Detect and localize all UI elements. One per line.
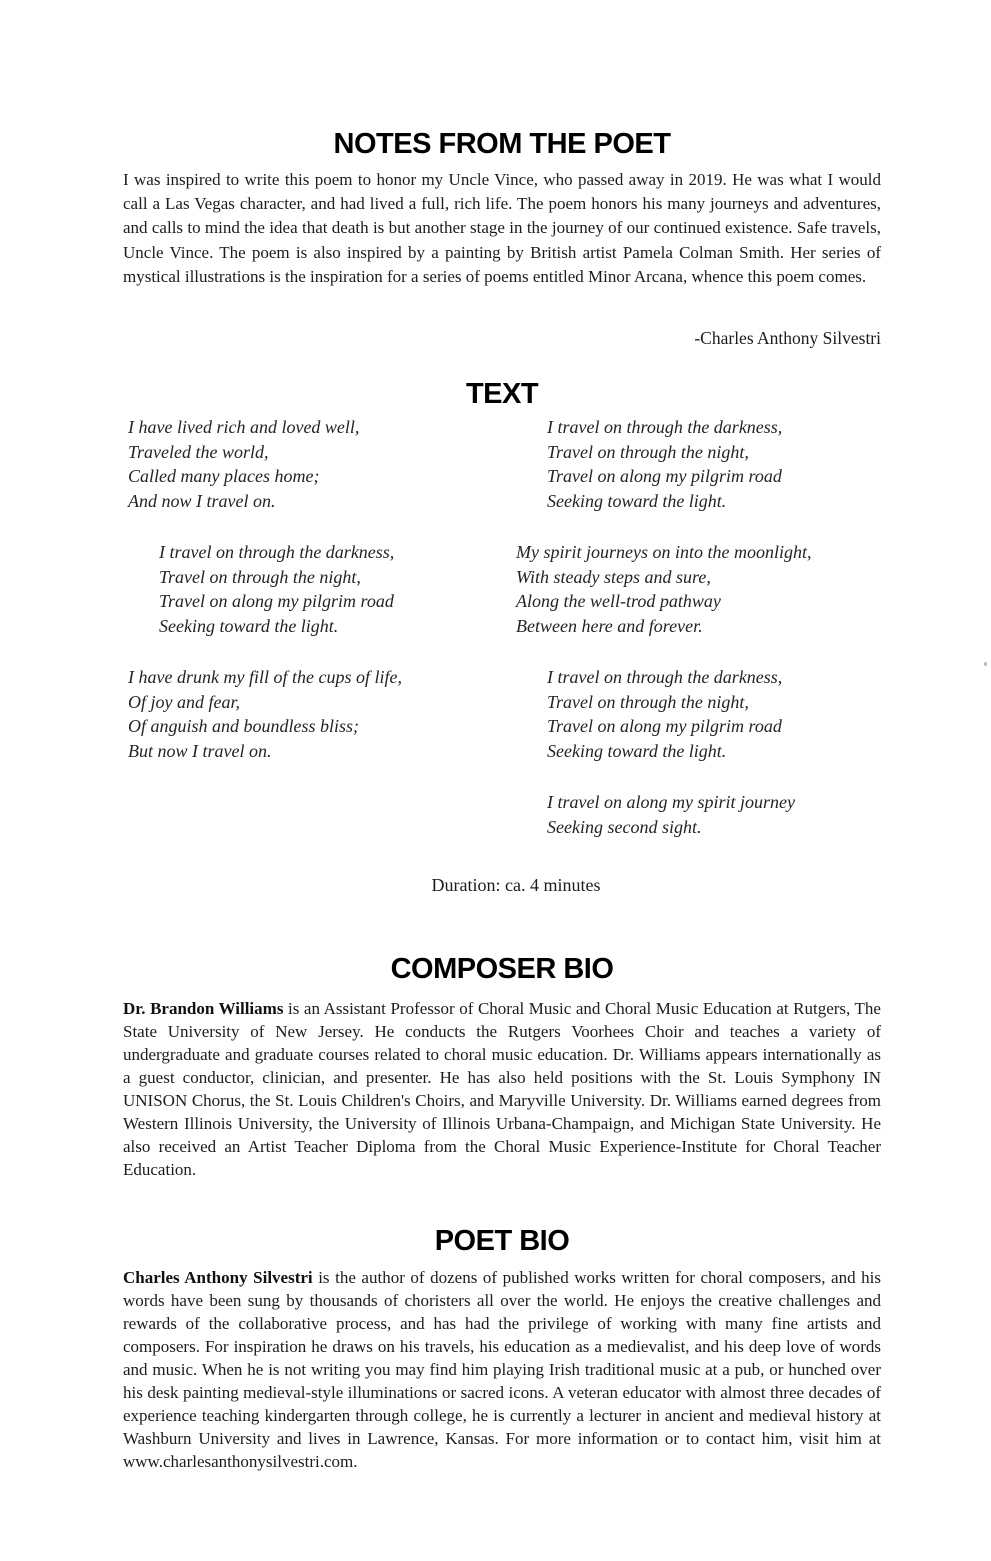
poem-line: Along the well-trod pathway (516, 591, 721, 611)
poem-line: My spirit journeys on into the moonlight, (516, 542, 812, 562)
notes-heading: NOTES FROM THE POET (333, 128, 671, 160)
composer-bio-text: is an Assistant Professor of Choral Music and Choral Music Education at Rutgers, The State University of New Jersey. He conducts the Rutgers Voorhees Choir and teaches a variety of undergraduate and graduate courses related to choral music education. Dr. Williams appears internationally as a guest conductor, clinician, and presenter. He has also held positions with the St. Louis Symphony IN UNISON Chorus, the St. Louis Children's Choirs, and Maryville University. Dr. Williams earned degrees from Western Illinois University, the University of Illinois Urbana-Champaign, and Michigan State University. He also received an Artist Teacher Diploma from the Choral Music Experience-Institute for Choral Teacher Education. (123, 999, 881, 1179)
poem-line: Travel on along my pilgrim road (547, 466, 782, 486)
poem-stanza (516, 790, 811, 839)
poem-line: With steady steps and sure, (516, 566, 711, 587)
poem-line: Traveled the world, (128, 441, 269, 462)
poem-line: Seeking second sight. (547, 816, 702, 837)
poem-line: Between here and forever. (516, 615, 703, 636)
poem-stanza (516, 415, 811, 513)
poem-stanza (516, 540, 811, 638)
poem-line: I have drunk my fill of the cups of life, (128, 667, 402, 687)
poem-line: Travel on through the night, (159, 566, 361, 587)
poem-stanza (128, 665, 402, 763)
poet-name: Charles Anthony Silvestri (123, 1268, 313, 1287)
composer-name: Dr. Brandon Williams (123, 999, 284, 1018)
scan-artifact (984, 662, 987, 666)
poem-line: But now I travel on. (128, 740, 272, 761)
poem-line: Seeking toward the light. (159, 615, 339, 636)
composer-bio-paragraph (123, 997, 881, 1181)
poem-line: Of joy and fear, (128, 691, 240, 712)
poem-line: I travel on along my spirit journey (547, 792, 795, 812)
poem-line: I travel on through the darkness, (547, 667, 783, 687)
poem-line: Travel on along my pilgrim road (547, 716, 782, 736)
poem-column-left (128, 415, 402, 790)
poem-line: Seeking toward the light. (547, 740, 727, 761)
poem-stanza (516, 665, 811, 763)
composer-bio-heading: COMPOSER BIO (390, 953, 614, 985)
poet-attribution: -Charles Anthony Silvestri (694, 328, 881, 348)
poem-line: I travel on through the darkness, (159, 542, 395, 562)
poem-line: And now I travel on. (128, 490, 276, 511)
poet-bio-paragraph (123, 1266, 881, 1473)
poem-line: Travel on through the night, (547, 441, 749, 462)
poem-line: Of anguish and boundless bliss; (128, 716, 360, 736)
poem-stanza (128, 540, 402, 638)
poet-bio-heading: POET BIO (434, 1225, 570, 1257)
poem-line: Called many places home; (128, 466, 320, 486)
poem-column-right (516, 415, 811, 866)
poem-line: Seeking toward the light. (547, 490, 727, 511)
poem-line: I have lived rich and loved well, (128, 417, 360, 437)
poem-line: Travel on through the night, (547, 691, 749, 712)
text-heading: TEXT (465, 378, 539, 410)
poem-stanza (128, 415, 402, 513)
poem-line: I travel on through the darkness, (547, 417, 783, 437)
notes-paragraph: I was inspired to write this poem to honor my Uncle Vince, who passed away in 2019. He was what I would call a Las Vegas character, and had lived a full, rich life. The poem honors his many journeys and adventures, and calls to mind the idea that death is but another stage in the journey of our continued existence. Safe travels, Uncle Vince. The poem is also inspired by a painting by British artist Pamela Colman Smith. Her series of mystical illustrations is the inspiration for a series of poems entitled Minor Arcana, whence this poem comes. (123, 170, 881, 286)
duration-note: Duration: ca. 4 minutes (431, 875, 601, 895)
poet-bio-text: is the author of dozens of published works written for choral composers, and his words have been sung by thousands of choristers all over the world. He enjoys the creative challenges and rewards of the collaborative process, and has had the privilege of working with many fine artists and composers. For inspiration he draws on his travels, his education as a medievalist, and his deep love of words and music. When he is not writing you may find him playing Irish traditional music at a pub, or hunched over his desk painting medieval-style illuminations or sacred icons. A veteran educator with almost three decades of experience teaching kindergarten through college, he is currently a lecturer in ancient and medieval history at Washburn University and lives in Lawrence, Kansas. For more information or to contact him, visit him at www.charlesanthonysilvestri.com. (123, 1268, 881, 1471)
poem-line: Travel on along my pilgrim road (159, 591, 394, 611)
